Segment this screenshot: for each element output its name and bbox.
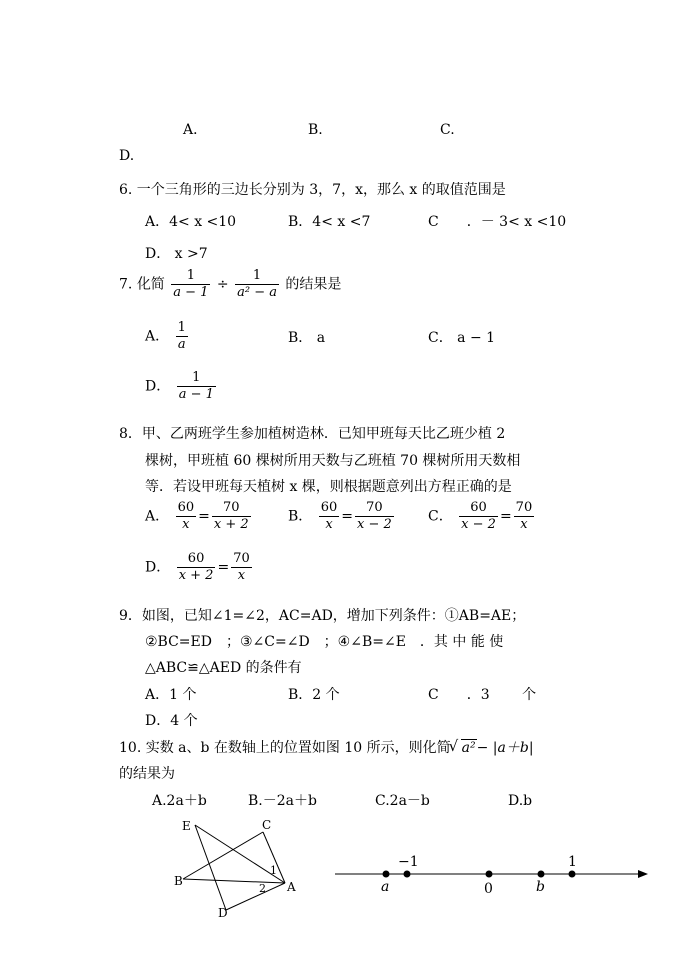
q10-sqrt: √ a² bbox=[451, 738, 477, 758]
q7-prefix: 化简 bbox=[136, 276, 165, 293]
q7-option-c: C． a − 1 bbox=[428, 330, 496, 346]
q6-option-b: B．4< x <7 bbox=[288, 214, 371, 230]
q10-line-2: 的结果为 bbox=[119, 766, 175, 782]
point-0 bbox=[486, 871, 493, 878]
q7-option-b: B． a bbox=[288, 330, 326, 346]
label-b-value: b bbox=[536, 879, 545, 895]
q9-option-a: A．1 个 bbox=[145, 687, 197, 703]
number-line-arrow-icon bbox=[638, 870, 648, 878]
segment-ba bbox=[183, 879, 285, 883]
q8-line-3: 等．若设甲班每天植树 x 棵，则根据题意列出方程正确的是 bbox=[145, 479, 512, 495]
q7-suffix: 的结果是 bbox=[285, 276, 342, 293]
q6-stem: 6. 一个三角形的三边长分别为 3，7，x，那么 x 的取值范围是 bbox=[119, 182, 506, 198]
q10-option-b: B.－2a＋b bbox=[248, 793, 317, 809]
q5-option-a: A． bbox=[183, 122, 208, 138]
point-neg1 bbox=[404, 871, 411, 878]
q7-option-d-fraction: $\frac{1}{a - 1}$ bbox=[178, 370, 214, 402]
label-1: 1 bbox=[568, 854, 577, 870]
label-angle-2: 2 bbox=[259, 882, 266, 895]
q5-option-d: D. bbox=[119, 148, 135, 164]
q9-line-1: 9．如图，已知∠1=∠2，AC=AD，增加下列条件：①AB=AE； bbox=[119, 608, 526, 624]
segment-cb bbox=[183, 832, 263, 879]
q5-option-b: B. bbox=[308, 122, 323, 138]
q7-number: 7. bbox=[119, 276, 133, 293]
q10-option-d: D.b bbox=[508, 793, 533, 809]
q6-option-d: D． x >7 bbox=[145, 246, 208, 262]
label-angle-1: 1 bbox=[270, 864, 277, 877]
q8-option-c: C． $\frac{60}{x - 2}$ = $\frac{70}{x}$ bbox=[428, 500, 533, 532]
point-1 bbox=[569, 871, 576, 878]
label-a: A bbox=[287, 880, 296, 894]
segment-da bbox=[226, 883, 285, 910]
q8-option-d: D． $\frac{60}{x + 2}$ = $\frac{70}{x}$ bbox=[145, 551, 250, 583]
q8-option-a: A． $\frac{60}{x}$ = $\frac{70}{x + 2}$ bbox=[145, 500, 249, 532]
label-d: D bbox=[218, 906, 228, 920]
segment-ed bbox=[195, 825, 226, 910]
q8-line-1: 8．甲、乙两班学生参加植树造林．已知甲班每天比乙班少植 2 bbox=[119, 426, 506, 442]
q8-line-2: 棵树，甲班植 60 棵树所用天数与乙班植 70 棵树所用天数相 bbox=[145, 453, 521, 469]
label-0: 0 bbox=[484, 881, 493, 897]
label-neg1: −1 bbox=[398, 854, 419, 870]
label-b: B bbox=[174, 874, 183, 888]
q6-option-a: A．4< x <10 bbox=[145, 214, 237, 230]
label-e: E bbox=[182, 819, 191, 833]
q10-prefix: 10. 实数 a、b 在数轴上的位置如图 10 所示，则化简 bbox=[119, 740, 451, 756]
label-c: C bbox=[262, 818, 272, 832]
label-a-value: a bbox=[381, 879, 390, 895]
q5-option-c: C. bbox=[440, 122, 455, 138]
q9-option-c: C ．3 个 bbox=[428, 687, 537, 703]
point-b bbox=[538, 871, 545, 878]
q6-option-c: C ．－ 3< x <10 bbox=[428, 214, 567, 230]
q7-option-a: A． $\frac{1}{a}$ bbox=[145, 320, 186, 352]
q9-line-3: △ABC≌△AED 的条件有 bbox=[145, 660, 302, 676]
q10-option-a: A.2a＋b bbox=[152, 793, 207, 809]
q10-abs: − |a＋b| bbox=[476, 740, 534, 756]
q8-option-b: B． $\frac{60}{x}$ = $\frac{70}{x - 2}$ bbox=[288, 500, 392, 532]
q7-option-d: D． $\frac{1}{a - 1}$ bbox=[145, 370, 214, 402]
q9-option-b: B．2 个 bbox=[288, 687, 340, 703]
q7-fraction-1: $\frac{1}{a - 1}$ bbox=[173, 268, 209, 300]
q7-fraction-2: $\frac{1}{\text{a² − a}}$ bbox=[237, 268, 277, 300]
q7-option-a-fraction: $\frac{1}{a}$ bbox=[177, 320, 186, 352]
q9-line-2: ②BC=ED ；③∠C=∠D ；④∠B=∠E ．其 中 能 使 bbox=[145, 634, 504, 650]
q9-option-d: D．4 个 bbox=[145, 713, 198, 729]
q7-operator: ÷ bbox=[216, 276, 229, 293]
q10-option-c: C.2a－b bbox=[375, 793, 430, 809]
point-a bbox=[383, 871, 390, 878]
